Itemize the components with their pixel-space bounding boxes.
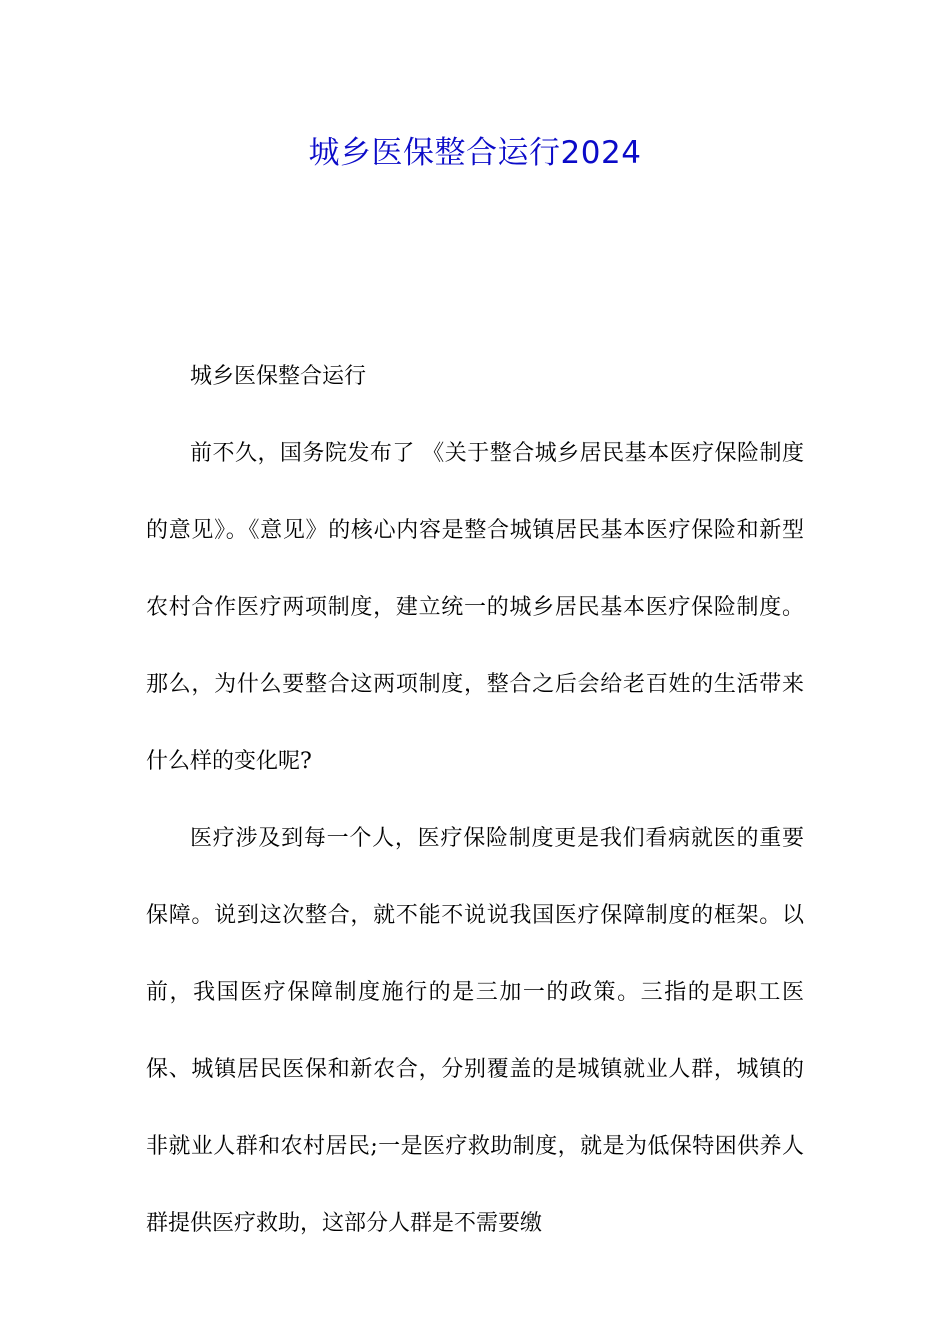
- paragraph-heading: 城乡医保整合运行: [190, 364, 367, 389]
- document-body: [146, 338, 804, 1262]
- paragraph-1: 前不久，国务院发布了 《关于整合城乡居民基本医疗保险制度的意见》。《意见》的核心内容是整合城镇居民基本医疗保险和新型农村合作医疗两项制度，建立统一的城乡居民基本医疗保险制度。那么，为什么要整合这两项制度，整合之后会给老百姓的生活带来什么样的变化呢?: [146, 441, 804, 774]
- document-title: 城乡医保整合运行2024: [308, 135, 642, 171]
- paragraph-2: 医疗涉及到每一个人，医疗保险制度更是我们看病就医的重要保障。说到这次整合，就不能不说说我国医疗保障制度的框架。以前，我国医疗保障制度施行的是三加一的政策。三指的是职工医保、城镇居民医保和新农合，分别覆盖的是城镇就业人群，城镇的非就业人群和农村居民;一是医疗救助制度，就是为低保特困供养人群提供医疗救助，这部分人群是不需要缴: [146, 826, 804, 1236]
